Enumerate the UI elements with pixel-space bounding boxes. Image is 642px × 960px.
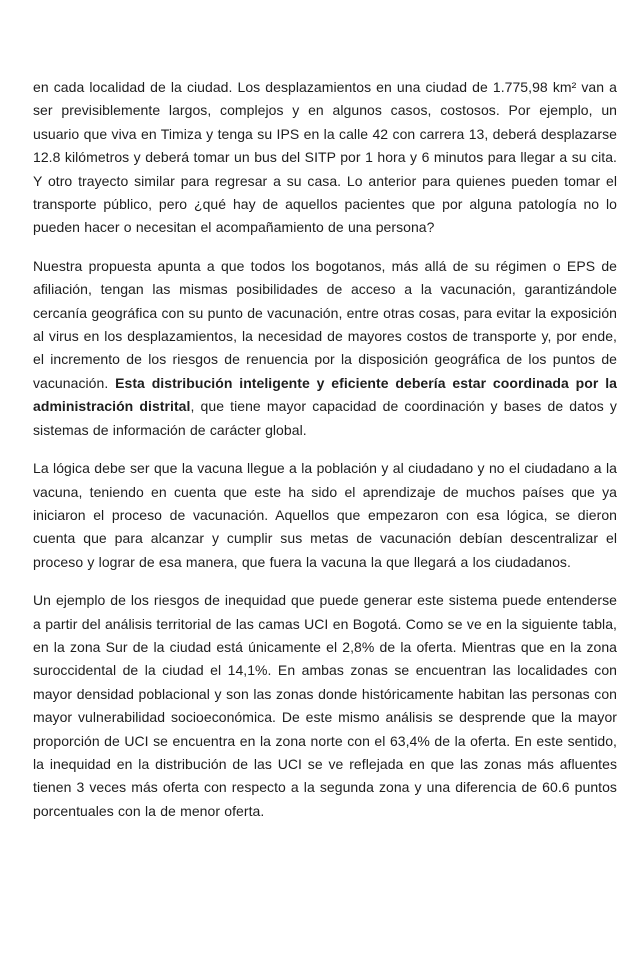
text-segment: en cada localidad de la ciudad. Los desplazamientos en una ciudad de 1.775,98 km² van a ser previsiblemente largos, complejos y en algunos casos, costosos. Por ejemplo, un usuario que viva en Timiza y tenga su IPS en la calle 42 con carrera 13, deberá desplazarse 12.8 kilómetros y deberá tomar un bus del SITP por 1 hora y 6 minutos para llegar a su cita. Y otro trayecto similar para regresar a su casa. Lo anterior para quienes pueden tomar el transporte público, pero ¿qué hay de aquellos pacientes que por alguna patología no lo pueden hacer o necesitan el acompañamiento de una persona? — [33, 79, 617, 236]
text-segment: , que tiene mayor capacidad de coordinación y bases de datos y sistemas de información de carácter global. — [33, 398, 617, 438]
document-body — [33, 76, 617, 823]
text-segment: Un ejemplo de los riesgos de inequidad que puede generar este sistema puede entenderse a partir del análisis territorial de las camas UCI en Bogotá. Como se ve en la siguiente tabla, en la zona Sur de la ciudad está únicamente el 2,8% de la oferta. Mientras que en la zona suroccidental de la ciudad el 14,1%. En ambas zonas se encuentran las localidades con mayor densidad poblacional y son las zonas donde históricamente habitan las personas con mayor vulnerabilidad socioeconómica. De este mismo análisis se desprende que la mayor proporción de UCI se encuentra en la zona norte con el 63,4% de la oferta. En este sentido, la inequidad en la distribución de las UCI se ve reflejada en que las zonas más afluentes tienen 3 veces más oferta con respecto a la segunda zona y una diferencia de 60.6 puntos porcentuales con la de menor oferta. — [33, 592, 617, 819]
text-segment-bold: Esta distribución inteligente y eficiente debería estar coordinada por la administración distrital — [33, 374, 617, 415]
paragraph — [33, 255, 617, 442]
text-segment: Nuestra propuesta apunta a que todos los bogotanos, más allá de su régimen o EPS de afiliación, tengan las mismas posibilidades de acceso a la vacunación, garantizándole cercanía geográfica con su punto de vacunación, entre otras cosas, para evitar la exposición al virus en los desplazamientos, la necesidad de mayores costos de transporte y, por ende, el incremento de los riesgos de renuencia por la disposición geográfica de los puntos de vacunación. — [33, 257, 617, 391]
text-segment: La lógica debe ser que la vacuna llegue a la población y al ciudadano y no el ciudadano a la vacuna, teniendo en cuenta que este ha sido el aprendizaje de muchos países que ya iniciaron el proceso de vacunación. Aquellos que empezaron con esa lógica, se dieron cuenta que para alcanzar y cumplir sus metas de vacunación debían descentralizar el proceso y lograr de esa manera, que fuera la vacuna la que llegará a los ciudadanos. — [33, 460, 617, 570]
paragraph — [33, 76, 617, 240]
paragraph — [33, 589, 617, 823]
paragraph — [33, 457, 617, 574]
